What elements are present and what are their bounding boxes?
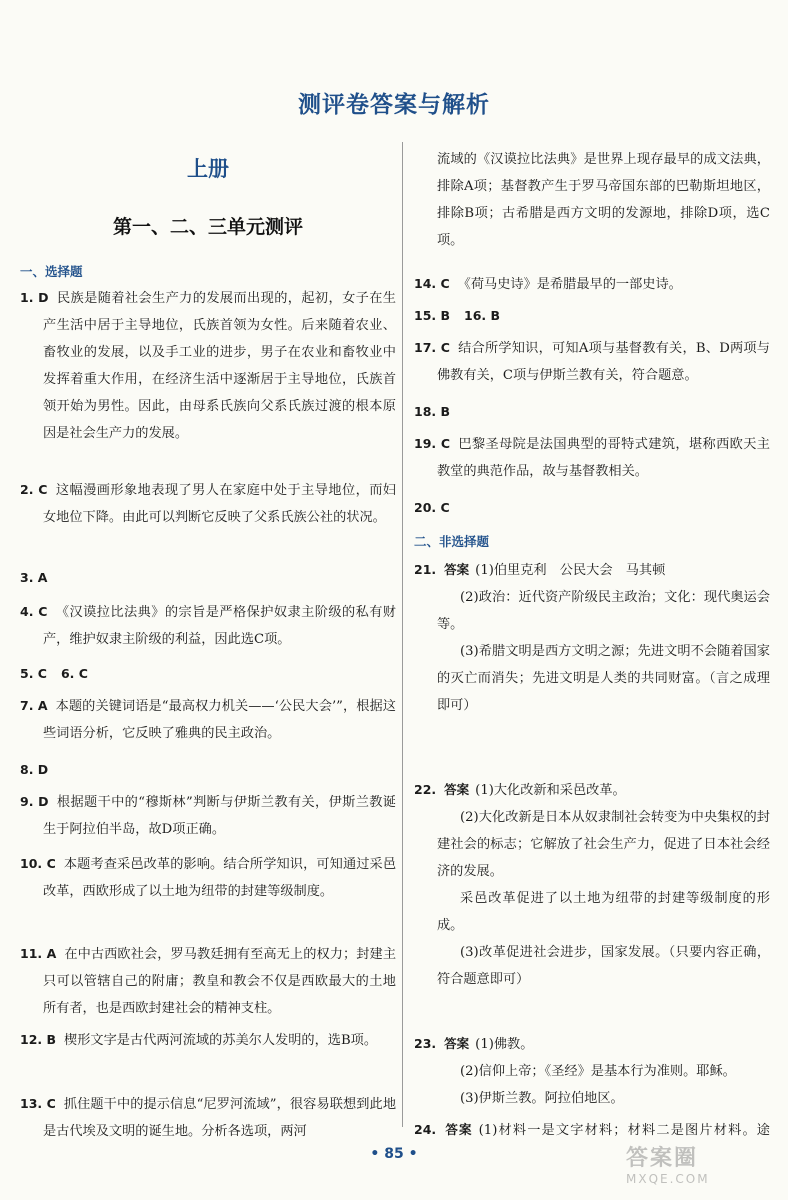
page-heading: 测评卷答案与解析 — [298, 92, 490, 118]
answer-item-12 — [20, 1026, 396, 1054]
answer-text: (1)材料一是文字材料；材料二是图片材料。途 — [478, 1123, 770, 1138]
answer-item-4 — [20, 598, 396, 653]
answer-text: (3)改革促进社会进步，国家发展。（只要内容正确，符合题意即可） — [437, 945, 770, 987]
answer-number: 19. C — [414, 436, 451, 451]
watermark-logo — [626, 1146, 776, 1192]
answer-text: (1)伯里克利 公民大会 马其顿 — [475, 563, 666, 578]
answer-item-21 — [414, 556, 770, 719]
section-non-choice: 二、非选择题 — [414, 534, 490, 549]
answer-label: 答案 — [444, 782, 470, 797]
answer-item-13-continued: 流域的《汉谟拉比法典》是世界上现存最早的成文法典，排除A项；基督教产生于罗马帝国东部的巴勒斯坦地区，排除B项；古希腊是西方文明的发源地，排除D项，选C项。 — [437, 152, 770, 248]
answer-number: 13. C — [20, 1096, 56, 1111]
page-number: • 85 • — [370, 1146, 418, 1162]
answer-text: (1)佛教。 — [475, 1037, 534, 1052]
answer-number: 4. C — [20, 604, 48, 619]
answer-text: (2)政治：近代资产阶级民主政治；文化：现代奥运会等。 — [437, 590, 770, 632]
answer-text: 在中古西欧社会，罗马教廷拥有至高无上的权力；封建主只可以管辖自己的附庸；教皇和教会不仅是西欧最大的土地所有者，也是西欧封建社会的精神支柱。 — [43, 947, 397, 1016]
watermark-url: MXQE.COM — [626, 1172, 710, 1186]
answer-number: 15. B — [414, 308, 451, 323]
answer-number: 11. A — [20, 946, 57, 961]
answer-item-9 — [20, 788, 396, 843]
answer-number: 3. A — [20, 570, 48, 585]
answer-number: 12. B — [20, 1032, 57, 1047]
answer-number: 17. C — [414, 340, 450, 355]
answer-text: 民族是随着社会生产力的发展而出现的，起初，女子在生产生活中居于主导地位，氏族首领为女性。后来随着农业、畜牧业的发展，以及手工业的进步，男子在农业和畜牧业中发挥着重大作用，在经济生活中逐渐居于主导地位，氏族首领开始为男性。因此，由母系氏族向父系氏族过渡的根本原因是社会生产力的发展。 — [43, 291, 396, 441]
answer-item-23 — [414, 1030, 770, 1112]
answer-text: 巴黎圣母院是法国典型的哥特式建筑，堪称西欧天主教堂的典范作品，故与基督教相关。 — [437, 437, 770, 479]
answer-number: 16. B — [464, 308, 501, 323]
answer-item-11 — [20, 940, 396, 1022]
answer-number: 9. D — [20, 794, 49, 809]
answer-text: (2)信仰上帝；《圣经》是基本行为准则。耶稣。 — [460, 1064, 736, 1079]
answer-number: 18. B — [414, 404, 451, 419]
answer-number: 2. C — [20, 482, 48, 497]
answer-number: 23. — [414, 1036, 437, 1051]
answer-number: 20. C — [414, 500, 450, 515]
answer-label: 答案 — [444, 1122, 473, 1137]
answer-text: (1)大化改新和采邑改革。 — [475, 783, 626, 798]
answer-item-5-6 — [20, 660, 396, 688]
answer-item-7 — [20, 692, 396, 747]
section-multiple-choice: 一、选择题 — [20, 264, 83, 279]
answer-text: 采邑改革促进了以土地为纽带的封建等级制度的形成。 — [437, 891, 770, 933]
answer-item-10 — [20, 850, 396, 905]
answer-number: 22. — [414, 782, 437, 797]
answer-text: 这幅漫画形象地表现了男人在家庭中处于主导地位，而妇女地位下降。由此可以判断它反映了父系氏族公社的状况。 — [43, 483, 396, 525]
answer-item-17 — [414, 334, 770, 389]
answer-item-8 — [20, 756, 396, 784]
answer-item-20 — [414, 494, 770, 522]
answer-item-18 — [414, 398, 770, 426]
answer-number: 8. D — [20, 762, 49, 777]
answer-item-15-16 — [414, 302, 770, 330]
answer-text: 《荷马史诗》是希腊最早的一部史诗。 — [457, 277, 682, 292]
answer-item-22 — [414, 776, 770, 993]
answer-item-14 — [414, 270, 770, 298]
answer-number: 21. — [414, 562, 437, 577]
answer-label: 答案 — [444, 562, 470, 577]
watermark-text: 答案圈 — [626, 1146, 699, 1171]
answer-number: 10. C — [20, 856, 56, 871]
answer-text: 《汉谟拉比法典》的宗旨是严格保护奴隶主阶级的私有财产，维护奴隶主阶级的利益，因此选C项。 — [43, 605, 396, 647]
answer-number: 7. A — [20, 698, 48, 713]
volume-title: 上册 — [187, 157, 229, 181]
answer-text: 抓住题干中的提示信息“尼罗河流域”，很容易联想到此地是古代埃及文明的诞生地。分析各选项，两河 — [43, 1097, 397, 1139]
answer-number: 1. D — [20, 290, 49, 305]
answer-text: 根据题干中的“穆斯林”判断与伊斯兰教有关，伊斯兰教诞生于阿拉伯半岛，故D项正确。 — [43, 795, 396, 837]
answer-item-3 — [20, 564, 396, 592]
answer-number: 6. C — [60, 666, 88, 681]
answer-text: 结合所学知识，可知A项与基督教有关，B、D两项与佛教有关，C项与伊斯兰教有关，符合题意。 — [437, 341, 770, 383]
column-divider — [402, 142, 403, 1127]
answer-text: (3)伊斯兰教。阿拉伯地区。 — [460, 1091, 624, 1106]
answer-label: 答案 — [444, 1036, 470, 1051]
answer-item-24 — [414, 1116, 770, 1143]
unit-title: 第一、二、三单元测评 — [112, 216, 303, 238]
answer-text: (3)希腊文明是西方文明之源；先进文明不会随着国家的灭亡而消失；先进文明是人类的共同财富。（言之成理即可） — [437, 644, 770, 713]
answer-number: 24. — [414, 1122, 437, 1137]
answer-text: 楔形文字是古代两河流域的苏美尔人发明的，选B项。 — [64, 1033, 378, 1048]
answer-number: 14. C — [414, 276, 450, 291]
answer-item-19 — [414, 430, 770, 485]
answer-number: 5. C — [20, 666, 47, 681]
answer-item-2 — [20, 476, 396, 531]
answer-text: 本题考查采邑改革的影响。结合所学知识，可知通过采邑改革，西欧形成了以土地为纽带的封建等级制度。 — [43, 857, 397, 899]
answer-text: (2)大化改新是日本从奴隶制社会转变为中央集权的封建社会的标志；它解放了社会生产力，促进了日本社会经济的发展。 — [437, 810, 770, 879]
answer-item-1 — [20, 284, 396, 447]
answer-text: 本题的关键词语是“最高权力机关——‘公民大会’”，根据这些词语分析，它反映了雅典的民主政治。 — [43, 699, 396, 741]
answer-item-13 — [20, 1090, 396, 1145]
